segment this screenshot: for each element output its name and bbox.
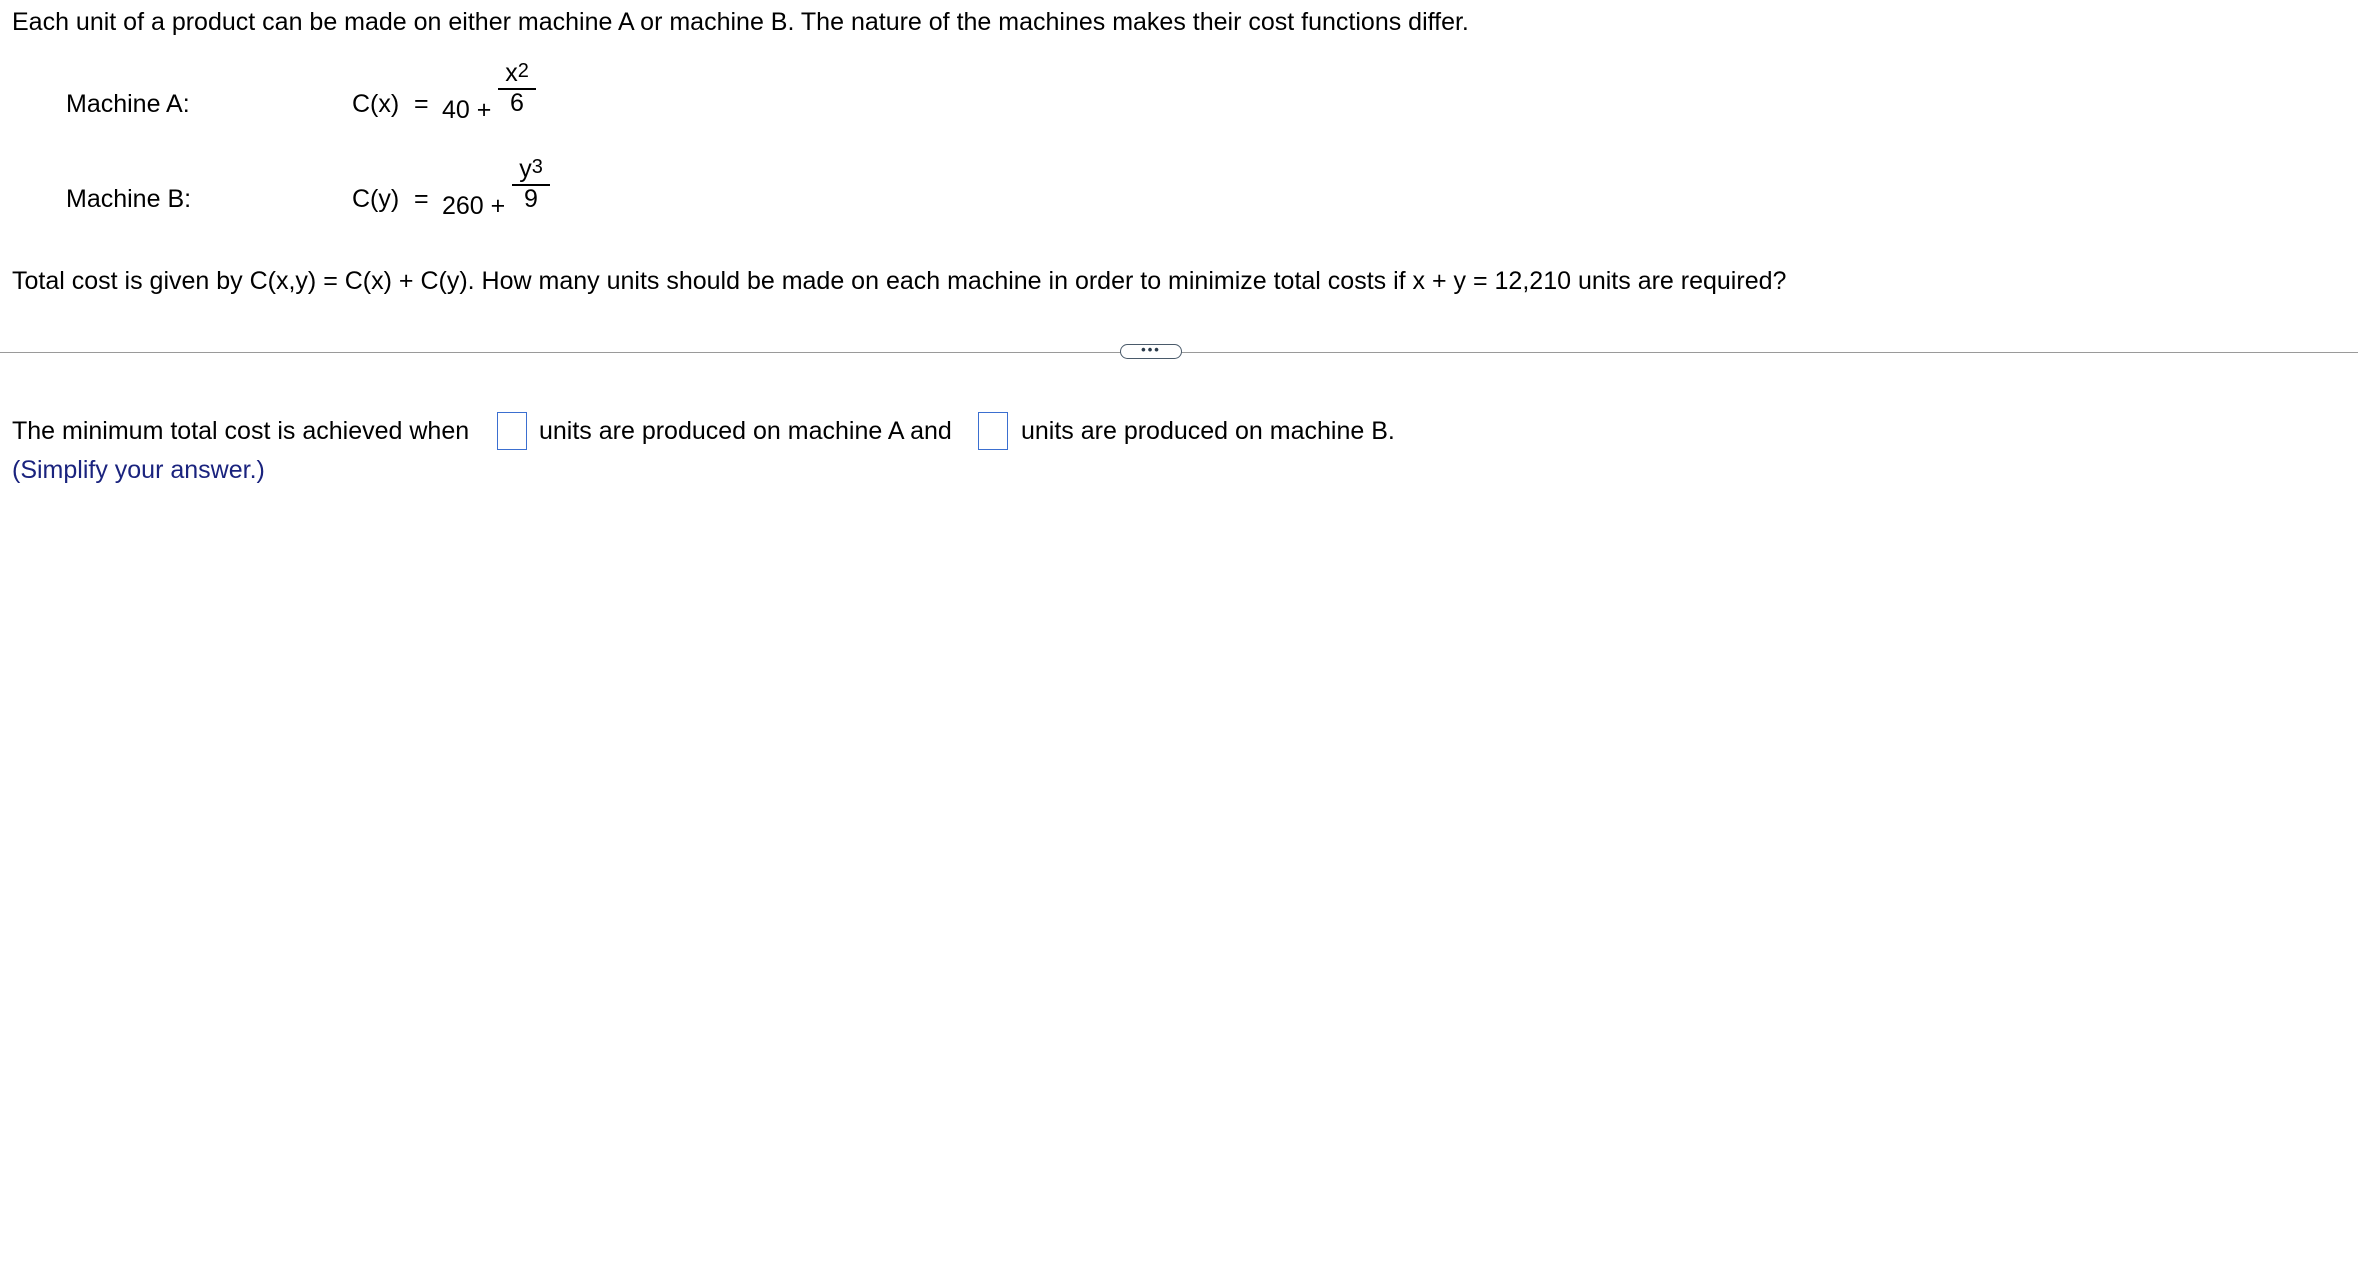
answer-text-part2: units are produced on machine A and [539, 417, 952, 445]
question-intro: Each unit of a product can be made on either machine A or machine B. The nature of the machines makes their cost functions differ. [12, 8, 1469, 36]
machine-a-cost-lhs: C(x) [352, 90, 400, 118]
total-cost-question: Total cost is given by C(x,y) = C(x) + C(y). How many units should be made on each machine in order to minimize total costs if x + y = 12,210 units are required? [12, 267, 1787, 295]
answer-input-machine-b[interactable] [978, 412, 1008, 450]
machine-b-cost-lhs: C(y) [352, 185, 400, 213]
machine-a-equals: = [414, 90, 429, 118]
machine-b-numerator-var: y [519, 155, 532, 183]
machine-a-fraction [498, 60, 536, 116]
more-options-button[interactable]: ••• [1120, 344, 1182, 359]
machine-b-numerator-exp: 3 [531, 156, 543, 178]
machine-b-constant: 260 + [442, 192, 506, 220]
machine-b-fraction [512, 156, 550, 212]
simplify-hint: (Simplify your answer.) [12, 456, 265, 484]
machine-b-equals: = [414, 185, 429, 213]
answer-text-part1: The minimum total cost is achieved when [12, 417, 470, 445]
machine-a-label: Machine A: [66, 90, 190, 118]
machine-a-denominator: 6 [510, 89, 524, 117]
machine-a-numerator-var: x [505, 59, 518, 87]
answer-input-machine-a[interactable] [497, 412, 527, 450]
machine-b-denominator: 9 [524, 185, 538, 213]
answer-text-part3: units are produced on machine B. [1021, 417, 1395, 445]
machine-b-label: Machine B: [66, 185, 192, 213]
machine-a-constant: 40 + [442, 96, 492, 124]
machine-a-numerator-exp: 2 [517, 60, 529, 82]
machine-b-numerator [512, 156, 550, 184]
machine-a-numerator [498, 60, 536, 88]
